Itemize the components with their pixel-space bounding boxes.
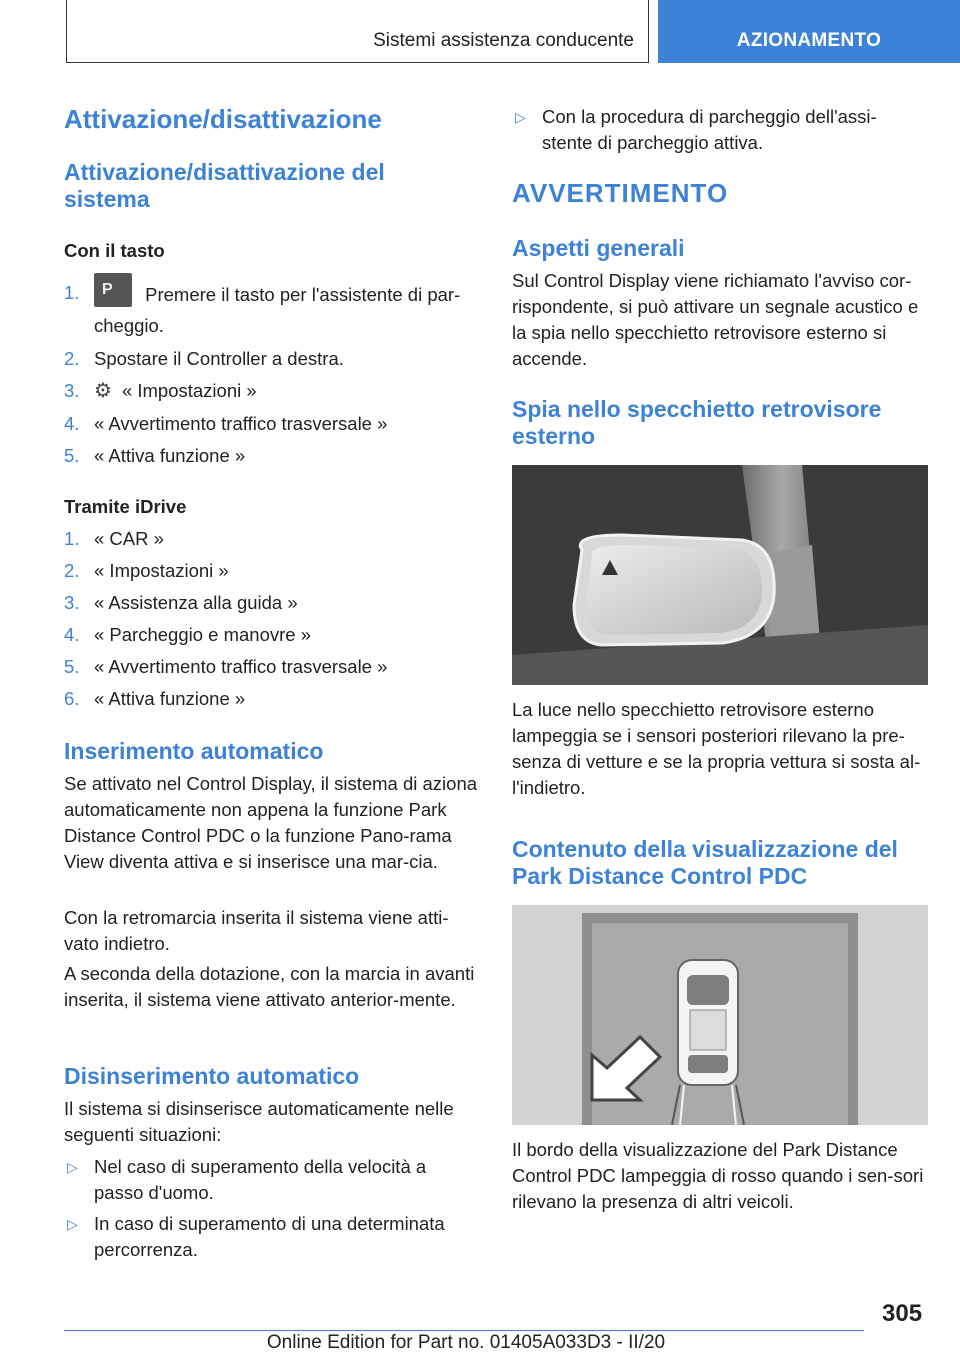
list-text: « Attiva funzione » [94, 445, 246, 466]
list-text: « Avvertimento traffico trasversale » [94, 413, 388, 434]
parking-assist-icon: P [94, 273, 132, 307]
mirror-illustration [512, 465, 928, 685]
list-text-cont: cheggio. [94, 315, 164, 336]
paragraph: La luce nello specchietto retrovisore esterno lampeggia se i sensori posteriori rilevano la pre-senza di vetture e se la propria vettura si sosta al-l'indietro. [512, 699, 921, 798]
method-heading-idrive: Tramite iDrive [64, 496, 187, 517]
list-number: 3. [64, 380, 80, 401]
warning-title: AVVERTIMENTO [512, 178, 729, 208]
heading-pdc: Contenuto della visualizzazione del Park Distance Control PDC [512, 836, 898, 889]
running-header-chapter: AZIONAMENTO [658, 0, 960, 63]
paragraph: A seconda della dotazione, con la marcia in avanti inserita, il sistema viene attivato anterior-mente. [64, 963, 475, 1010]
list-number: 4. [64, 413, 80, 434]
list-number: 4. [64, 624, 80, 645]
list-text: « Parcheggio e manovre » [94, 624, 311, 645]
list-text: « Assistenza alla guida » [94, 592, 298, 613]
triangle-bullet-icon: ▷ [67, 1159, 78, 1175]
section-title: Attivazione/disattivazione [64, 104, 382, 134]
heading-auto-on: Inserimento automatico [64, 738, 324, 764]
running-header-section: Sistemi assistenza conducente [66, 0, 649, 63]
list-text: Premere il tasto per l'assistente di par- [145, 284, 461, 305]
list-text: « CAR » [94, 528, 164, 549]
list-number: 1. [64, 282, 80, 303]
list-number: 2. [64, 560, 80, 581]
list-text: « Impostazioni » [121, 380, 257, 401]
list-text: « Avvertimento traffico trasversale » [94, 656, 388, 677]
triangle-bullet-icon: ▷ [67, 1216, 78, 1232]
footer-divider [64, 1330, 864, 1331]
method-heading-button: Con il tasto [64, 240, 165, 261]
heading-general: Aspetti generali [512, 235, 685, 261]
bullet-text: In caso di superamento di una determinata percorrenza. [94, 1213, 445, 1260]
pdc-illustration [512, 905, 928, 1125]
bullet-text: Nel caso di superamento della velocità a passo d'uomo. [94, 1156, 427, 1203]
list-text: Spostare il Controller a destra. [94, 348, 344, 369]
list-number: 3. [64, 592, 80, 613]
list-number: 6. [64, 688, 80, 709]
paragraph: Sul Control Display viene richiamato l'avviso cor-rispondente, si può attivare un segnale acustico e la spia nello specchietto retrovisore esterno si accende. [512, 270, 919, 369]
heading-auto-off: Disinserimento automatico [64, 1063, 360, 1089]
list-number: 2. [64, 348, 80, 369]
heading-mirror: Spia nello specchietto retrovisore esterno [512, 396, 882, 449]
subsection-title: Attivazione/disattivazione del sistema [64, 159, 385, 212]
list-text: « Attiva funzione » [94, 688, 246, 709]
bullet-text: Con la procedura di parcheggio dell'assi-stente di parcheggio attiva. [542, 106, 877, 153]
list-text: « Impostazioni » [94, 560, 229, 581]
paragraph: Se attivato nel Control Display, il sistema di aziona automaticamente non appena la funzione Park Distance Control PDC o la funzione Pano-rama View diventa attiva e si inserisce una mar-cia. [64, 773, 478, 872]
paragraph: Il sistema si disinserisce automaticamente nelle seguenti situazioni: [64, 1098, 454, 1145]
list-number: 5. [64, 656, 80, 677]
list-number: 1. [64, 528, 80, 549]
edition-footer: Online Edition for Part no. 01405A033D3 - II/20 [266, 1332, 666, 1353]
page-number: 305 [882, 1300, 923, 1327]
paragraph: Il bordo della visualizzazione del Park Distance Control PDC lampeggia di rosso quando i sen-sori rilevano la presenza di altri veicoli. [512, 1139, 924, 1212]
gear-icon: ⚙ [94, 380, 112, 402]
paragraph: Con la retromarcia inserita il sistema viene atti-vato indietro. [64, 907, 449, 954]
list-number: 5. [64, 445, 80, 466]
list-item [64, 280, 478, 340]
triangle-bullet-icon: ▷ [515, 109, 526, 125]
